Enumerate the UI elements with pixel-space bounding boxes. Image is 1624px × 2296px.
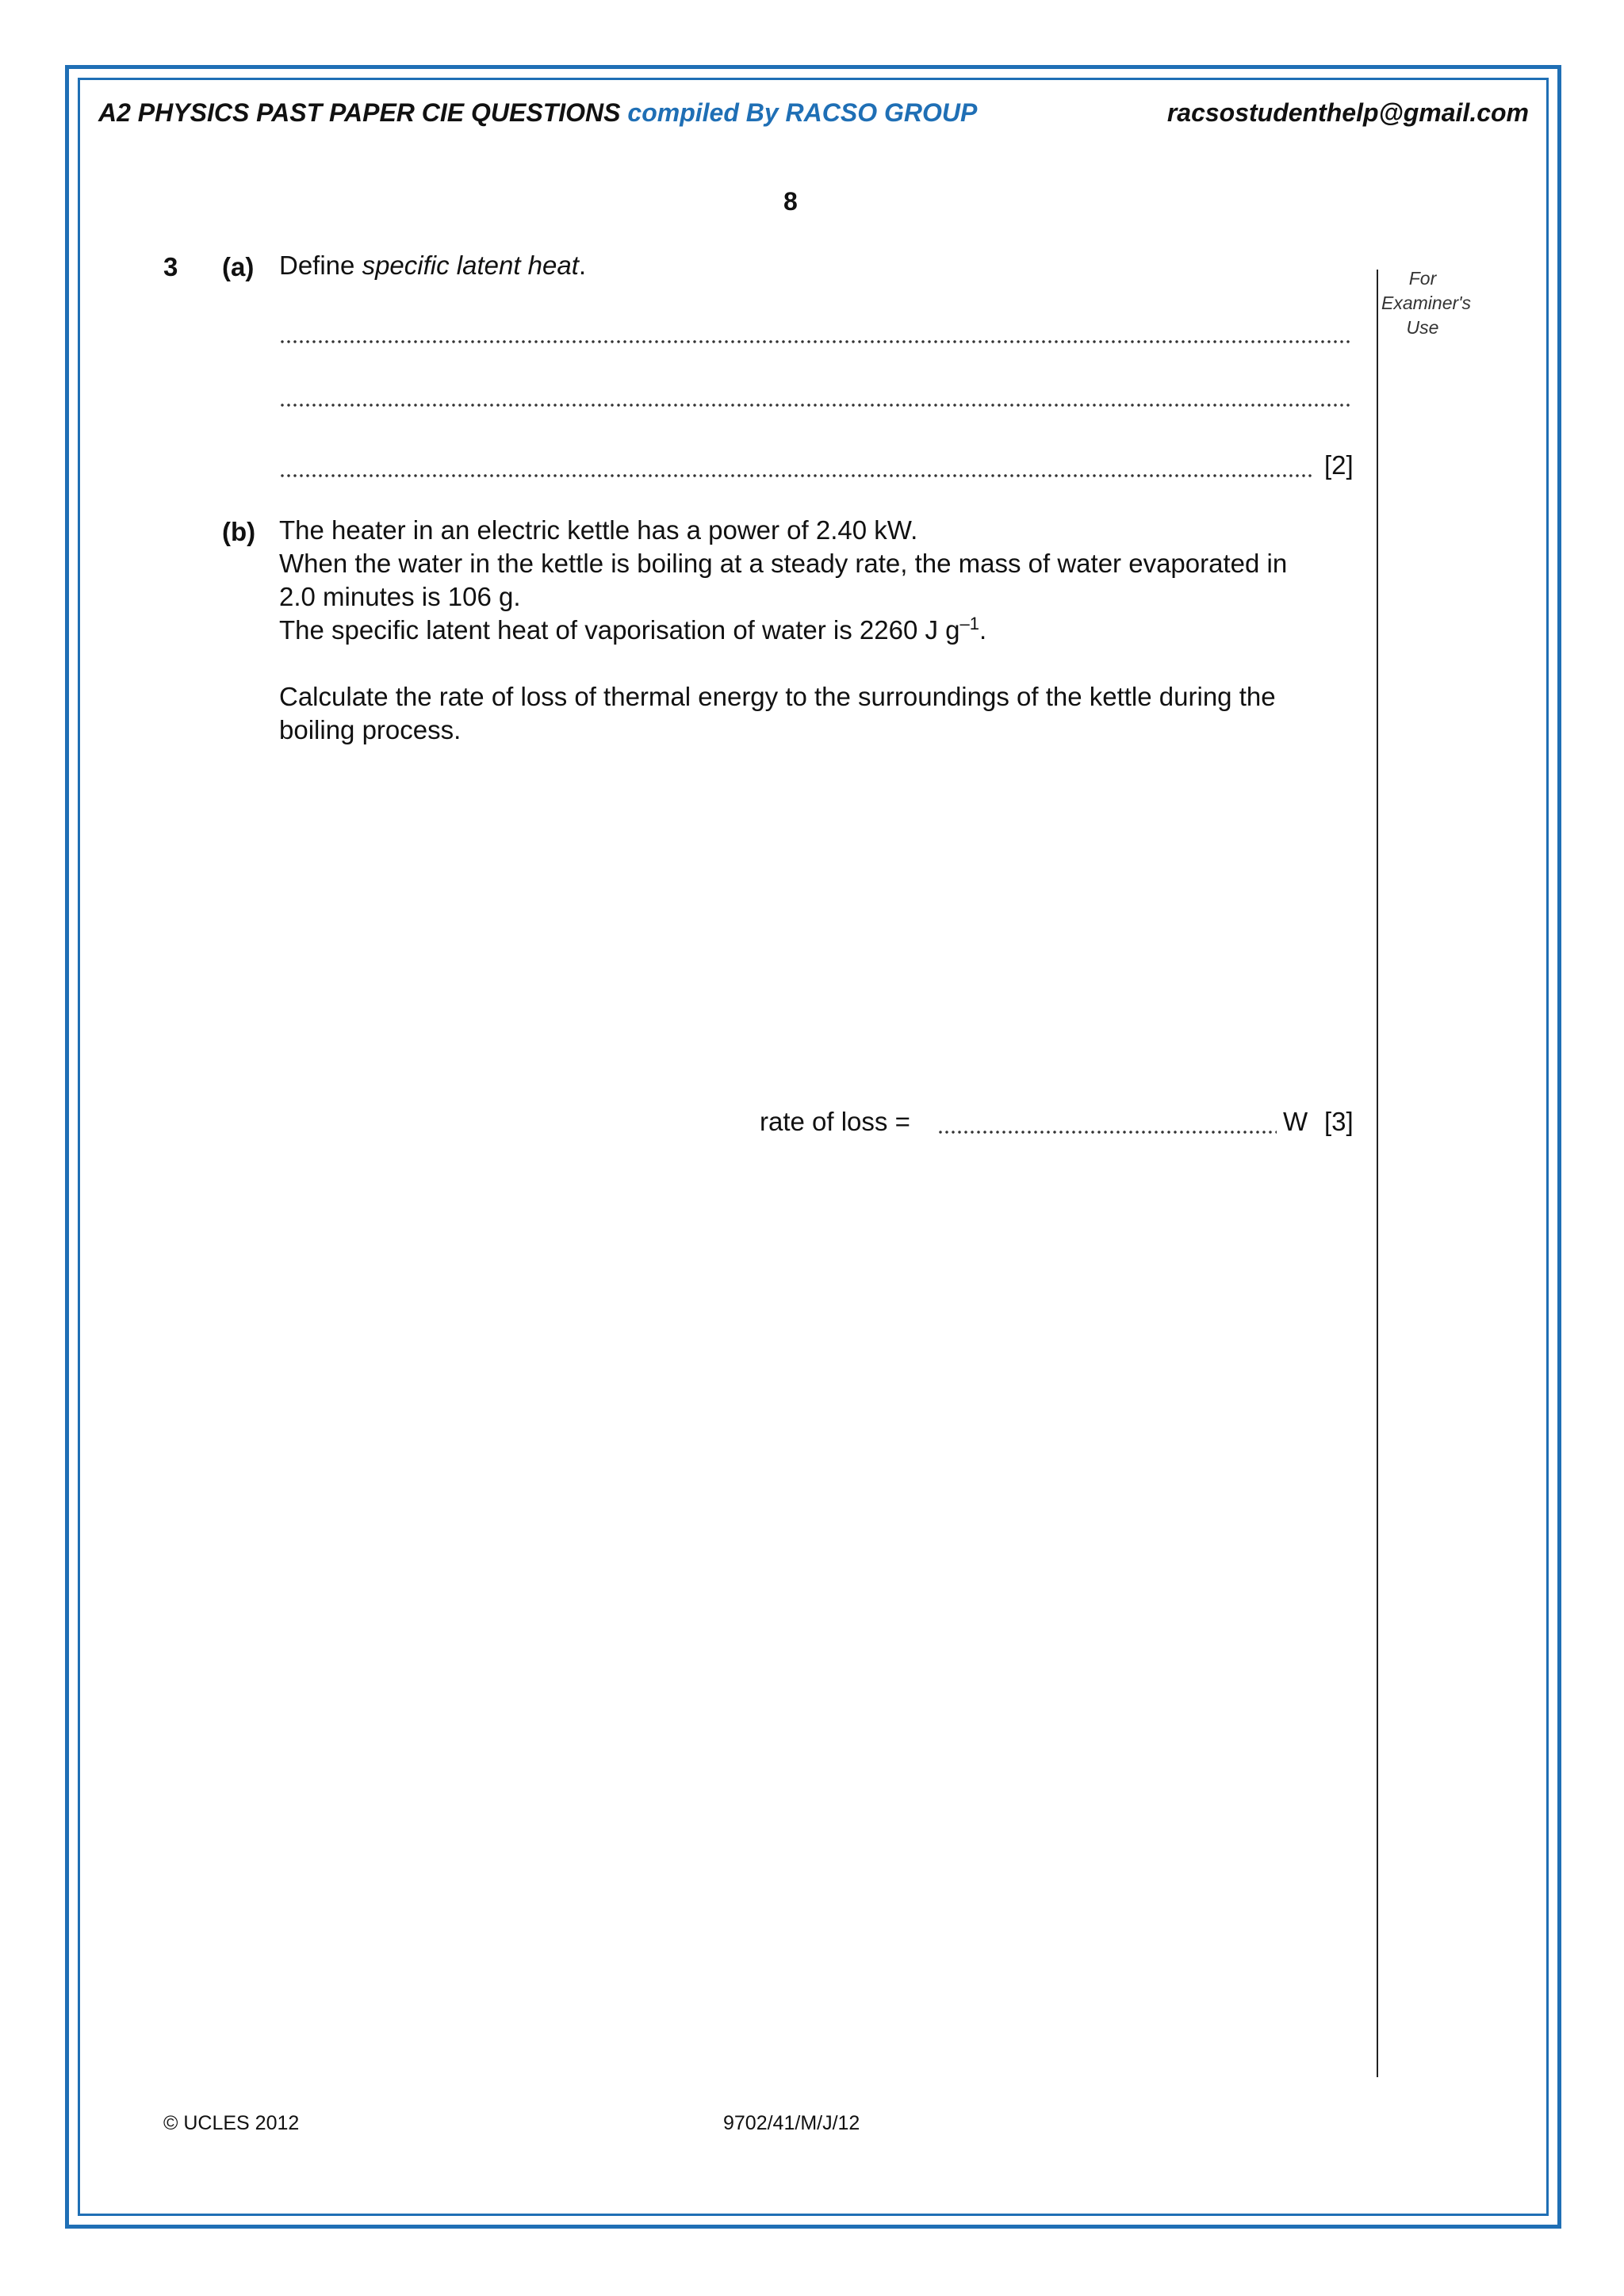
examiner-use-label (1381, 266, 1472, 340)
header-title-main: A2 PHYSICS PAST PAPER CIE QUESTIONS (98, 98, 621, 127)
examiner-label-line1: For (1408, 268, 1437, 289)
part-a-prompt-suffix: . (578, 251, 587, 280)
examiner-margin-line (1377, 270, 1378, 2077)
part-b-instruction-line2: boiling process. (279, 715, 462, 744)
answer-unit: W (1283, 1107, 1308, 1136)
header-title (98, 98, 977, 128)
header-email: racsostudenthelp@gmail.com (1166, 98, 1529, 127)
answer-line-a2[interactable] (279, 403, 1351, 408)
part-b-line4 (279, 614, 986, 647)
page-number: 8 (783, 187, 798, 216)
footer-paper-code: 9702/41/M/J/12 (723, 2112, 860, 2134)
page-border-inner (78, 78, 1549, 2216)
part-b-line2: When the water in the kettle is boiling at a steady rate, the mass of water evaporated in (279, 549, 1288, 578)
footer-copyright: © UCLES 2012 (163, 2112, 300, 2134)
part-a-marks: [2] (1324, 450, 1354, 480)
answer-line-rate-of-loss[interactable] (937, 1130, 1277, 1135)
answer-label-rate-of-loss: rate of loss = (760, 1107, 910, 1136)
part-a-prompt (279, 249, 586, 282)
part-b-line1: The heater in an electric kettle has a power of 2.40 kW. (279, 515, 918, 545)
part-a-label: (a) (222, 252, 255, 281)
examiner-label-line3: Use (1406, 317, 1439, 338)
header-title-compiler: compiled By RACSO GROUP (627, 98, 978, 127)
answer-line-a3[interactable] (279, 473, 1312, 478)
part-b-line4-superscript: –1 (959, 614, 979, 633)
answer-line-a1[interactable] (279, 339, 1351, 344)
part-b-marks: [3] (1324, 1107, 1354, 1136)
question-number: 3 (163, 252, 178, 281)
part-a-prompt-prefix: Define (279, 251, 362, 280)
part-b-line4-end: . (979, 615, 987, 645)
part-b-instruction-line1: Calculate the rate of loss of thermal energy to the surroundings of the kettle during the (279, 682, 1276, 711)
part-b-line3: 2.0 minutes is 106 g. (279, 582, 521, 611)
examiner-label-line2: Examiner's (1381, 293, 1472, 313)
part-a-prompt-term: specific latent heat (362, 251, 579, 280)
part-b-line4-main: The specific latent heat of vaporisation of water is 2260 J g (279, 615, 960, 645)
part-b-label: (b) (222, 517, 256, 546)
